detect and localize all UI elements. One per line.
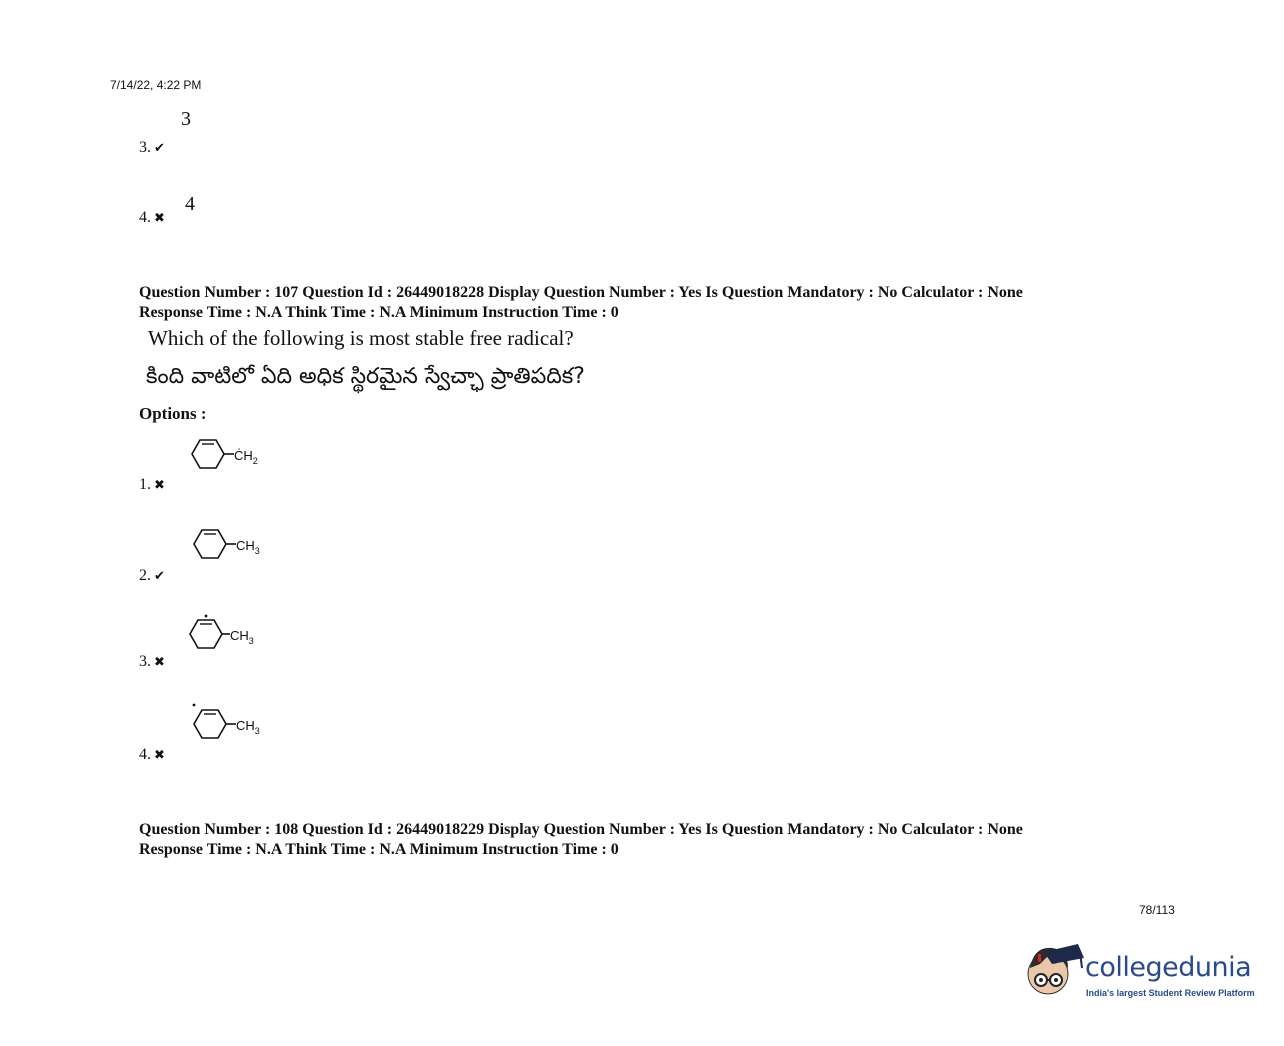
question-meta-line-2: Response Time : N.A Think Time : N.A Minimum Instruction Time : 0 [139, 304, 619, 321]
option-4-structure [182, 706, 282, 748]
option-number: 3. [139, 139, 151, 156]
cross-icon: ✖ [154, 211, 165, 226]
option-number: 2. [139, 567, 151, 584]
prev-option-3 [139, 139, 165, 157]
option-1 [139, 476, 165, 494]
cross-icon: ✖ [154, 748, 165, 763]
print-date-time: 7/14/22, 4:22 PM [110, 78, 202, 92]
check-icon: ✔ [154, 569, 165, 584]
question-108-meta [139, 820, 1023, 860]
option-2-structure [182, 526, 282, 568]
prev-option-4 [139, 209, 165, 227]
option-4 [139, 746, 165, 764]
prev-option-3-value: 3 [181, 108, 191, 130]
question-meta-line-2: Response Time : N.A Think Time : N.A Minimum Instruction Time : 0 [139, 841, 619, 858]
option-2 [139, 567, 165, 585]
option-1-structure [180, 436, 280, 478]
option-number: 4. [139, 209, 151, 226]
prev-option-4-value: 4 [185, 193, 195, 215]
option-number: 1. [139, 476, 151, 493]
cross-icon: ✖ [154, 655, 165, 670]
question-text-telugu: కింది వాటిలో ఏది అధిక స్థిరమైన స్వేచ్ఛా ప్రాతిపదిక? [146, 364, 585, 389]
option-2-label: $CH_3$ [236, 538, 260, 556]
question-text-english: Which of the following is most stable free radical? [148, 326, 574, 350]
check-icon: ✔ [154, 141, 165, 156]
option-3-structure [178, 616, 278, 658]
collegedunia-mascot-icon [1024, 938, 1088, 1008]
option-1-label: $ĊH_2$ [234, 448, 258, 466]
brand-tagline: India's largest Student Review Platform [1086, 988, 1255, 998]
question-107-meta [139, 283, 1023, 323]
brand-name: collegedunia [1085, 952, 1252, 983]
page-number: 78/113 [1139, 903, 1175, 917]
question-meta-line-1: Question Number : 107 Question Id : 26449018228 Display Question Number : Yes Is Question Mandatory : No Calculator : None [139, 284, 1023, 301]
options-label: Options : [139, 404, 207, 423]
question-meta-line-1: Question Number : 108 Question Id : 26449018229 Display Question Number : Yes Is Question Mandatory : No Calculator : None [139, 821, 1023, 838]
option-3 [139, 653, 165, 671]
option-4-label: $CH_3$ [236, 718, 260, 736]
option-number: 3. [139, 653, 151, 670]
option-number: 4. [139, 746, 151, 763]
cross-icon: ✖ [154, 478, 165, 493]
option-3-label: $CH_3$ [230, 628, 254, 646]
